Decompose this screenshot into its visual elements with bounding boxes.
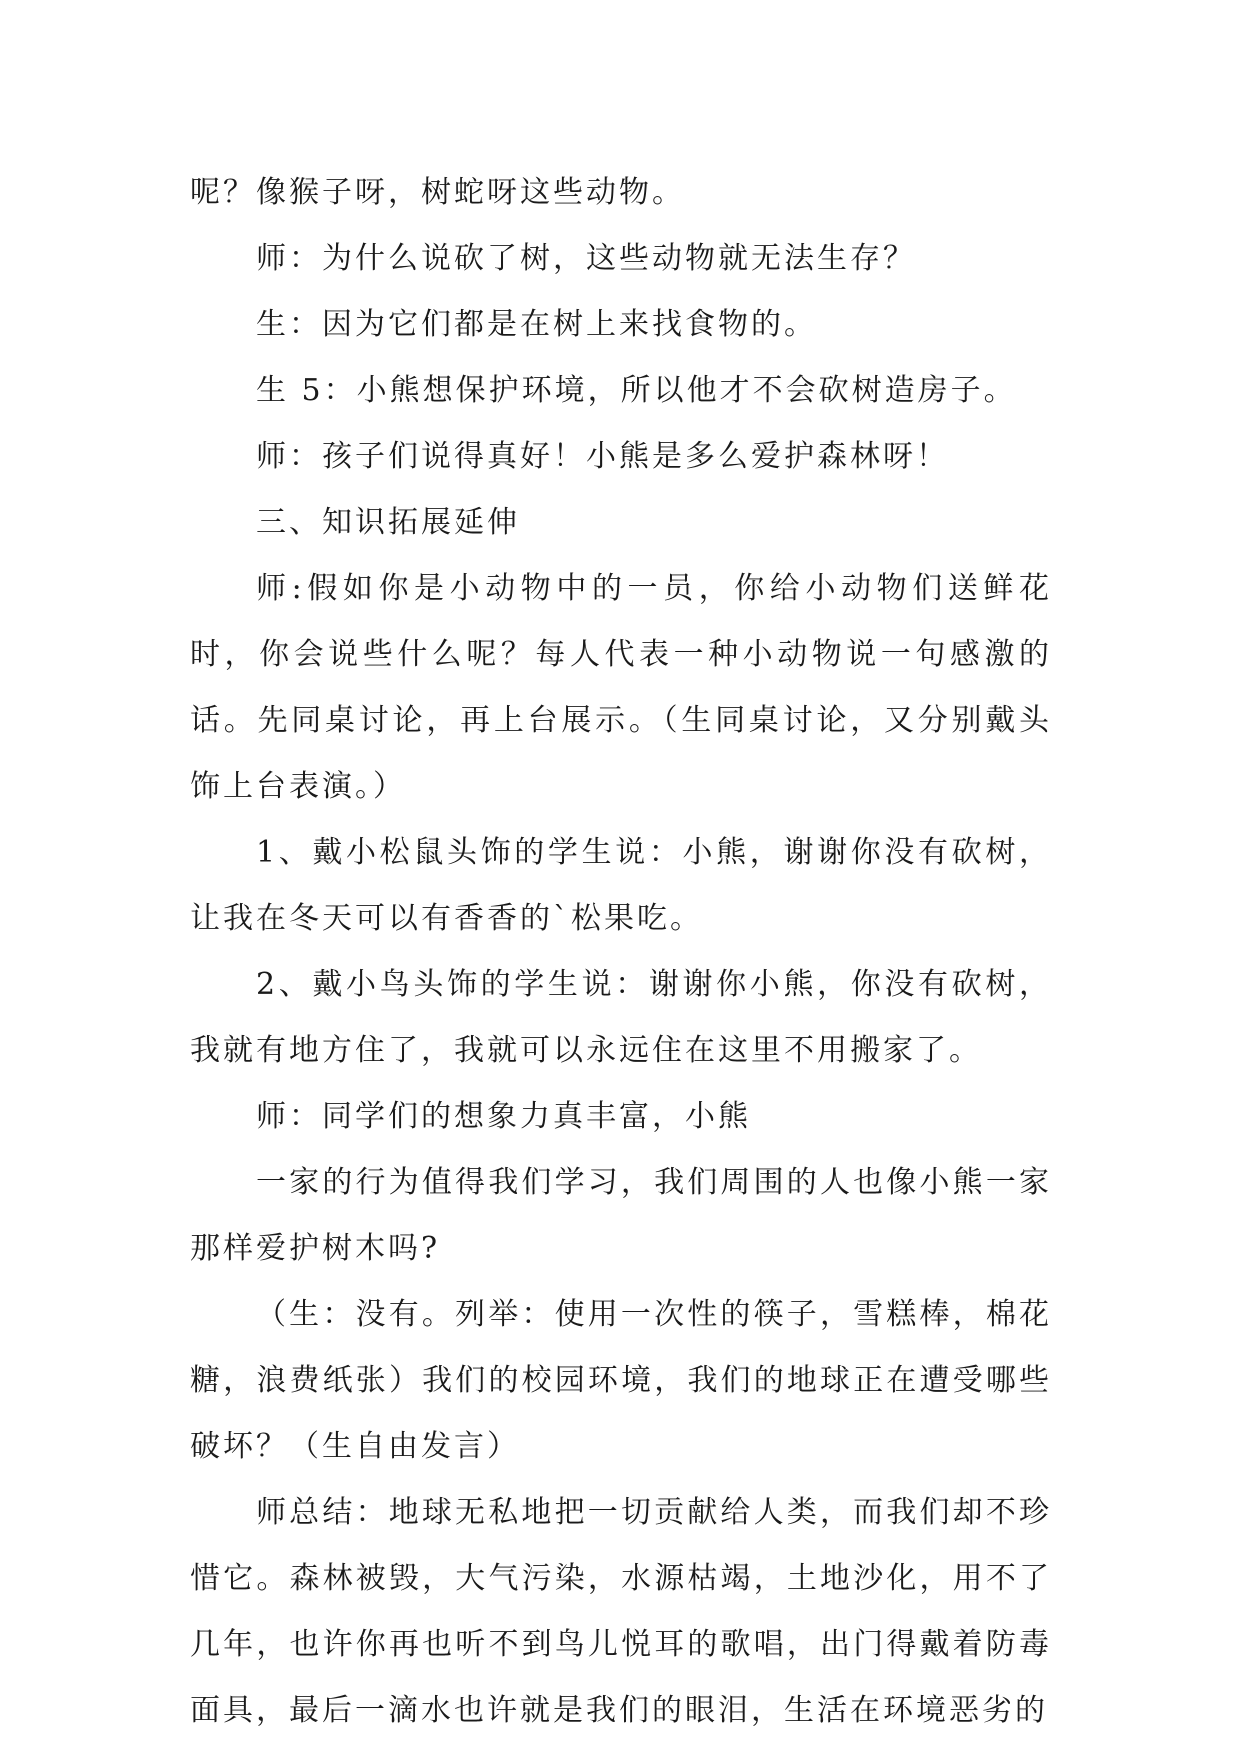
paragraph-squirrel: 1、戴小松鼠头饰的学生说：小熊，谢谢你没有砍树，让我在冬天可以有香香的`松果吃。: [190, 835, 1052, 936]
paragraph-teacher-question: 师：为什么说砍了树，这些动物就无法生存？: [256, 241, 916, 276]
paragraph-student-5: 生 5：小熊想保护环境，所以他才不会砍树造房子。: [256, 373, 1017, 408]
paragraph-teacher-imagination: 师：同学们的想象力真丰富，小熊: [256, 1099, 751, 1134]
paragraph-continuation: 呢？像猴子呀，树蛇呀这些动物。: [190, 175, 685, 210]
paragraph-family-behavior: 一家的行为值得我们学习，我们周围的人也像小熊一家那样爱护树木吗?: [190, 1165, 1052, 1266]
paragraph-teacher-praise: 师：孩子们说得真好！小熊是多么爱护森林呀！: [256, 439, 949, 474]
paragraph-student-answer: 生：因为它们都是在树上来找食物的。: [256, 307, 817, 342]
paragraph-teacher-prompt: 师:假如你是小动物中的一员，你给小动物们送鲜花时，你会说些什么呢？每人代表一种小动物说一句感激的话。先同桌讨论，再上台展示。（生同桌讨论，又分别戴头饰上台表演。）: [190, 571, 1052, 804]
paragraph-student-list: （生：没有。列举：使用一次性的筷子，雪糕棒，棉花糖，浪费纸张）我们的校园环境，我们的地球正在遭受哪些破坏？（生自由发言）: [190, 1297, 1052, 1464]
body-text: [190, 160, 1052, 1744]
paragraph-teacher-summary: 师总结：地球无私地把一切贡献给人类，而我们却不珍惜它。森林被毁，大气污染，水源枯竭，土地沙化，用不了几年，也许你再也听不到鸟儿悦耳的歌唱，出门得戴着防毒面具，最后一滴水也许就是我们的眼泪，生活在环境恶劣的: [190, 1495, 1052, 1728]
section-heading: 三、知识拓展延伸: [256, 505, 520, 540]
paragraph-bird: 2、戴小鸟头饰的学生说：谢谢你小熊，你没有砍树，我就有地方住了，我就可以永远住在这里不用搬家了。: [190, 967, 1052, 1068]
